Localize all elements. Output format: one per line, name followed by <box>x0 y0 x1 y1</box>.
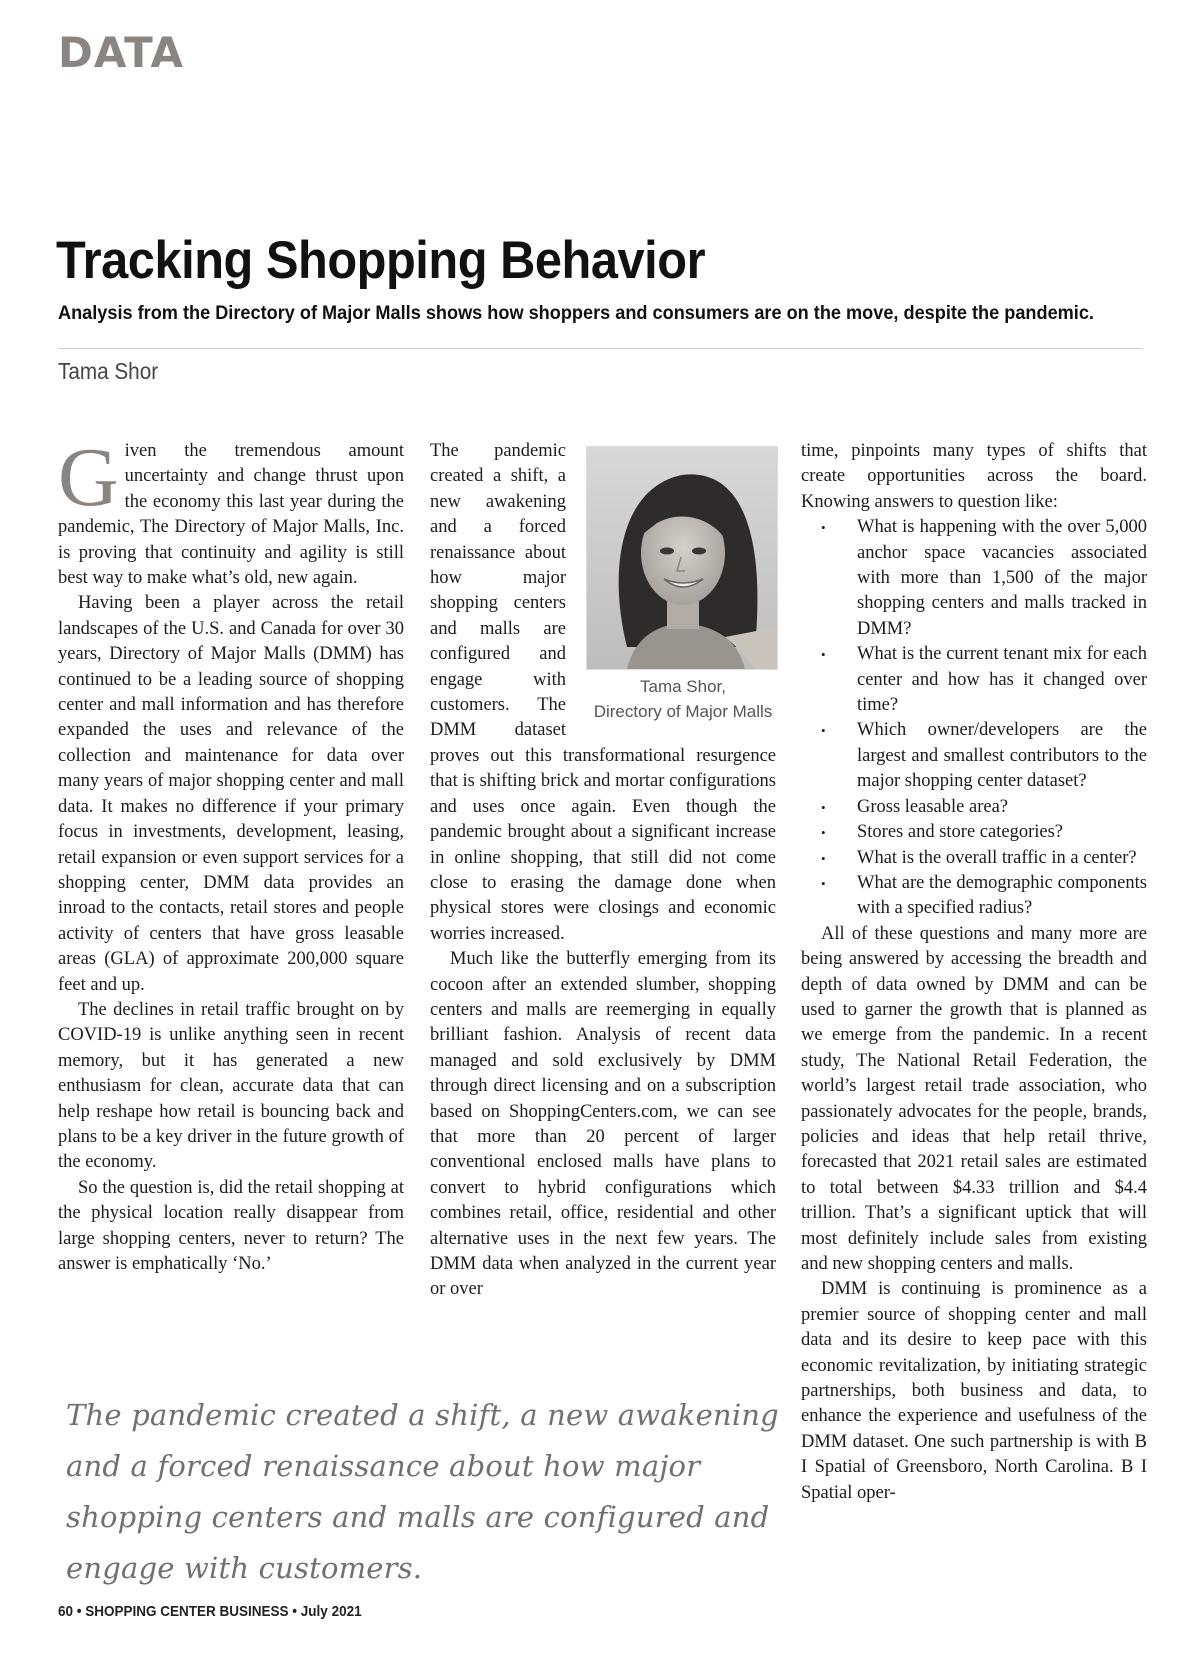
caption-affiliation: Directory of Major Malls <box>593 702 773 721</box>
byline: Tama Shor <box>58 358 159 384</box>
paragraph: The pandemic created a shift, a new awakening and a forced renaissance about how major shopping centers and malls are configured and engage with customers. The DMM dataset proves out this transformational resurgence that is shifting brick and mortar configurations and uses once again. Even though the pandemic brought about a significant increase in online shopping, that still did not come close to erasing the damage done when physical stores were closings and economic worries increased. <box>430 441 776 944</box>
paragraph: So the question is, did the retail shopping at the physical location really disappear from large shopping centers, never to return? The answer is emphatically ‘No.’ <box>58 1177 404 1274</box>
article-title: Tracking Shopping Behavior <box>56 231 706 290</box>
footer-separator: • <box>76 1603 82 1620</box>
author-photo <box>586 446 778 670</box>
page-number: 60 <box>58 1603 74 1620</box>
article-deck: Analysis from the Directory of Major Malls shows how shoppers and consumers are on the move, despite the pandemic. <box>58 302 1094 324</box>
paragraph: iven the tremendous amount uncertainty and change thrust upon the economy this last year during the pandemic, The Directory of Major Malls, Inc. is proving that continuity and agility is still best way to make what’s old, new again. <box>58 441 404 589</box>
portrait-illustration <box>587 447 777 669</box>
paragraph: time, pinpoints many types of shifts that create opportunities across the board. Knowing answers to question like: <box>801 441 1147 512</box>
caption-name: Tama Shor, <box>640 677 726 696</box>
paragraph: The declines in retail traffic brought on by COVID-19 is unlike anything seen in recent memory, but it has generated a new enthusiasm for clean, accurate data that can help reshape how retail is bouncing back and plans to be a key driver in the future growth of the economy. <box>58 999 404 1173</box>
paragraph: Having been a player across the retail landscapes of the U.S. and Canada for over 30 years, Directory of Major Malls (DMM) has continued to be a leading source of shopping center and mall information and has therefore expanded the uses and relevance of the collection and maintenance for data over many years of major shopping center and mall data. It makes no difference if your primary focus in investments, development, leasing, retail expansion or even support services for a shopping center, DMM data provides an inroad to the contacts, retail stores and people activity of centers that have gross leasable areas (GLA) of approximate 200,000 square feet and up. <box>58 593 404 995</box>
paragraph: DMM is continuing is prominence as a premier source of shopping center and mall data and its desire to keep pace with this economic revitalization, by initiating strategic partnerships, both business and data, to enhance the experience and usefulness of the DMM dataset. One such partnership is with B I Spatial of Greensboro, North Carolina. B I Spatial oper- <box>801 1279 1147 1503</box>
paragraph: Much like the butterfly emerging from its cocoon after an extended slumber, shopping centers and malls are reemerging in equally brilliant fashion. Analysis of recent data managed and sold exclusively by DMM through direct licensing and on a subscription based on ShoppingCenters.com, we can see that more than 20 percent of larger conventional enclosed malls have plans to convert to hybrid configurations which combines retail, office, residential and other alternative uses in the next few years. The DMM data when analyzed in the current year or over <box>430 949 776 1300</box>
column-3 <box>801 439 1147 1506</box>
drop-cap: G <box>58 431 119 524</box>
bullet-item: • What are the demographic components with a specified radius? <box>801 871 1147 922</box>
section-label: DATA <box>58 28 185 77</box>
pull-quote: The pandemic created a shift, a new awakening and a forced renaissance about how major shopping centers and malls are configured and engage with customers. <box>66 1398 779 1585</box>
bullet-item: • Which owner/developers are the largest and smallest contributors to the major shopping center dataset? <box>801 718 1147 794</box>
paragraph: All of these questions and many more are being answered by accessing the breadth and depth of data owned by DMM and can be used to garner the growth that is planned as we emerge from the pandemic. In a recent study, The National Retail Federation, the world’s largest retail trade association, who passionately advocates for the people, brands, policies and ideas that help retail thrive, forecasted that 2021 retail sales are estimated to total between $4.33 trillion and $4.4 trillion. That’s a significant uptick that will most definitely include sales from existing and new shopping centers and malls. <box>801 923 1147 1274</box>
bullet-item: • Gross leasable area? <box>801 795 1147 820</box>
bullet-item: • Stores and store categories? <box>801 820 1147 845</box>
column-1 <box>58 431 404 1277</box>
publication-name: SHOPPING CENTER BUSINESS <box>85 1603 289 1620</box>
issue-date: July 2021 <box>300 1603 362 1620</box>
photo-caption <box>580 674 786 724</box>
page-footer <box>58 1603 362 1620</box>
bullet-item: • What is the overall traffic in a center? <box>801 846 1147 871</box>
bullet-item: • What is the current tenant mix for each center and how has it changed over time? <box>801 642 1147 718</box>
header-divider <box>58 348 1143 349</box>
bullet-item: • What is happening with the over 5,000 anchor space vacancies associated with more than 1,500 of the major shopping centers and malls tracked in DMM? <box>801 515 1147 642</box>
footer-separator: • <box>292 1603 298 1620</box>
